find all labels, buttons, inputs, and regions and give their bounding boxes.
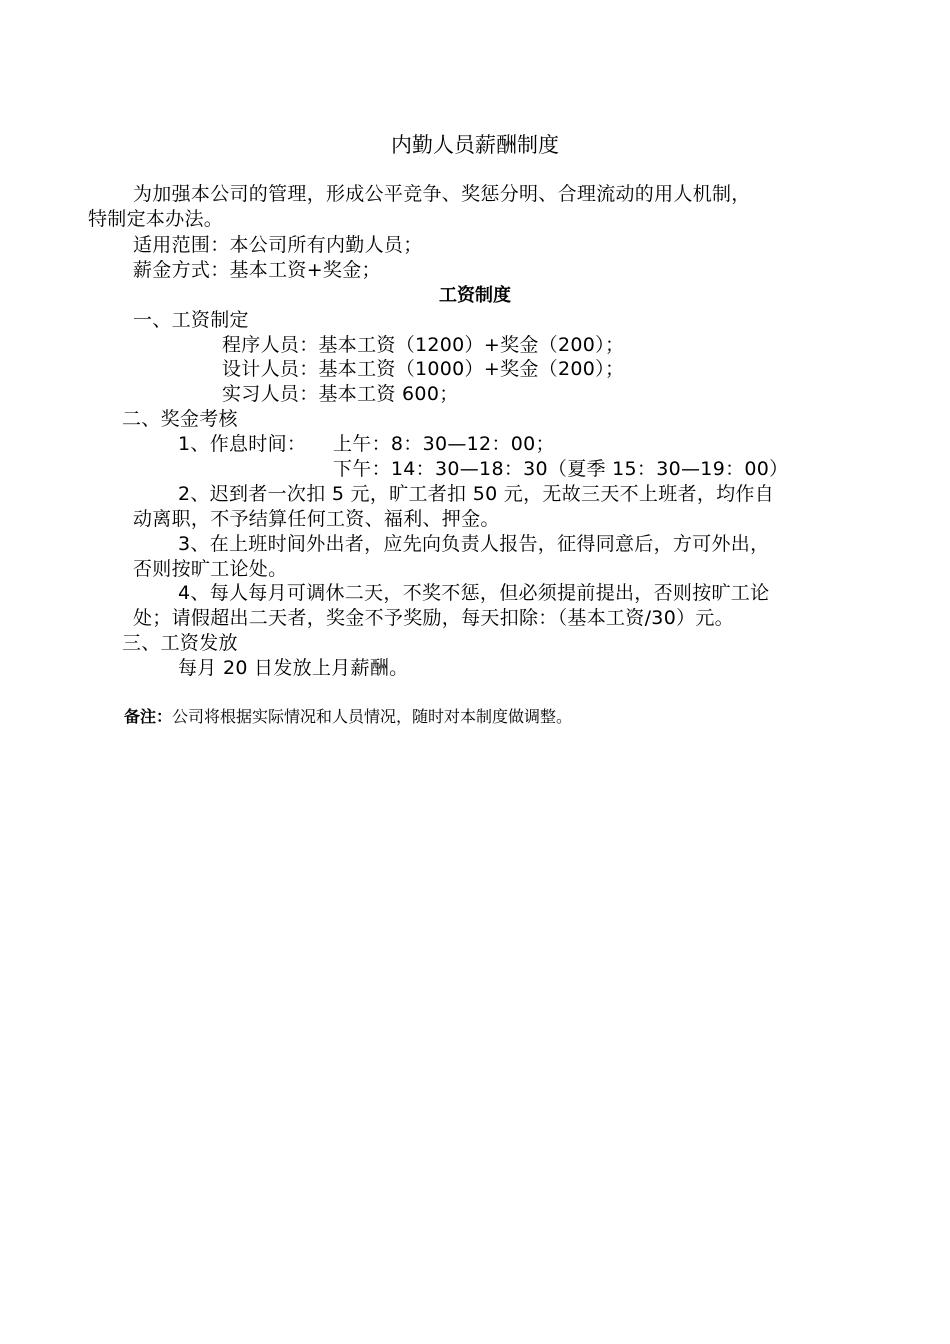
remark-text: 公司将根据实际情况和人员情况，随时对本制度做调整。 [172, 707, 573, 726]
schedule-morning: 上午：8：30—12：00； [333, 433, 555, 455]
rule-3-line-2: 否则按旷工论处。 [133, 558, 288, 580]
salary-item: 实习人员：基本工资 600； [222, 383, 459, 405]
rule-4-line-2: 处；请假超出二天者，奖金不予奖励，每天扣除：（基本工资/30）元。 [133, 607, 734, 629]
schedule-label: 1、作息时间： [178, 433, 307, 455]
section-2-heading: 二、奖金考核 [122, 408, 238, 430]
scope-line: 适用范围：本公司所有内勤人员； [133, 234, 423, 256]
document-title: 内勤人员薪酬制度 [391, 133, 559, 157]
intro-line-2: 特制定本办法。 [88, 208, 224, 230]
intro-line-1: 为加强本公司的管理，形成公平竞争、奖惩分明、合理流动的用人机制， [133, 183, 751, 205]
payday-line: 每月 20 日发放上月薪酬。 [178, 657, 409, 679]
section-3-heading: 三、工资发放 [122, 632, 238, 654]
rule-4-line-1: 4、每人每月可调休二天，不奖不惩，但必须提前提出，否则按旷工论 [178, 582, 770, 604]
method-line: 薪金方式：基本工资+奖金； [133, 259, 381, 281]
salary-item: 程序人员：基本工资（1200）+奖金（200）； [222, 334, 625, 356]
schedule-afternoon: 下午：14：30—18：30（夏季 15：30—19：00） [333, 458, 789, 480]
section-1-heading: 一、工资制定 [133, 309, 249, 331]
rule-2-line-1: 2、迟到者一次扣 5 元，旷工者扣 50 元，无故三天不上班者，均作自 [178, 483, 775, 505]
remark [124, 706, 572, 728]
rule-2-line-2: 动离职，不予结算任何工资、福利、押金。 [133, 508, 500, 530]
salary-item: 设计人员：基本工资（1000）+奖金（200）； [222, 358, 625, 380]
section-subtitle: 工资制度 [439, 285, 511, 306]
rule-3-line-1: 3、在上班时间外出者，应先向负责人报告，征得同意后，方可外出， [178, 533, 770, 555]
remark-label: 备注： [124, 707, 173, 726]
